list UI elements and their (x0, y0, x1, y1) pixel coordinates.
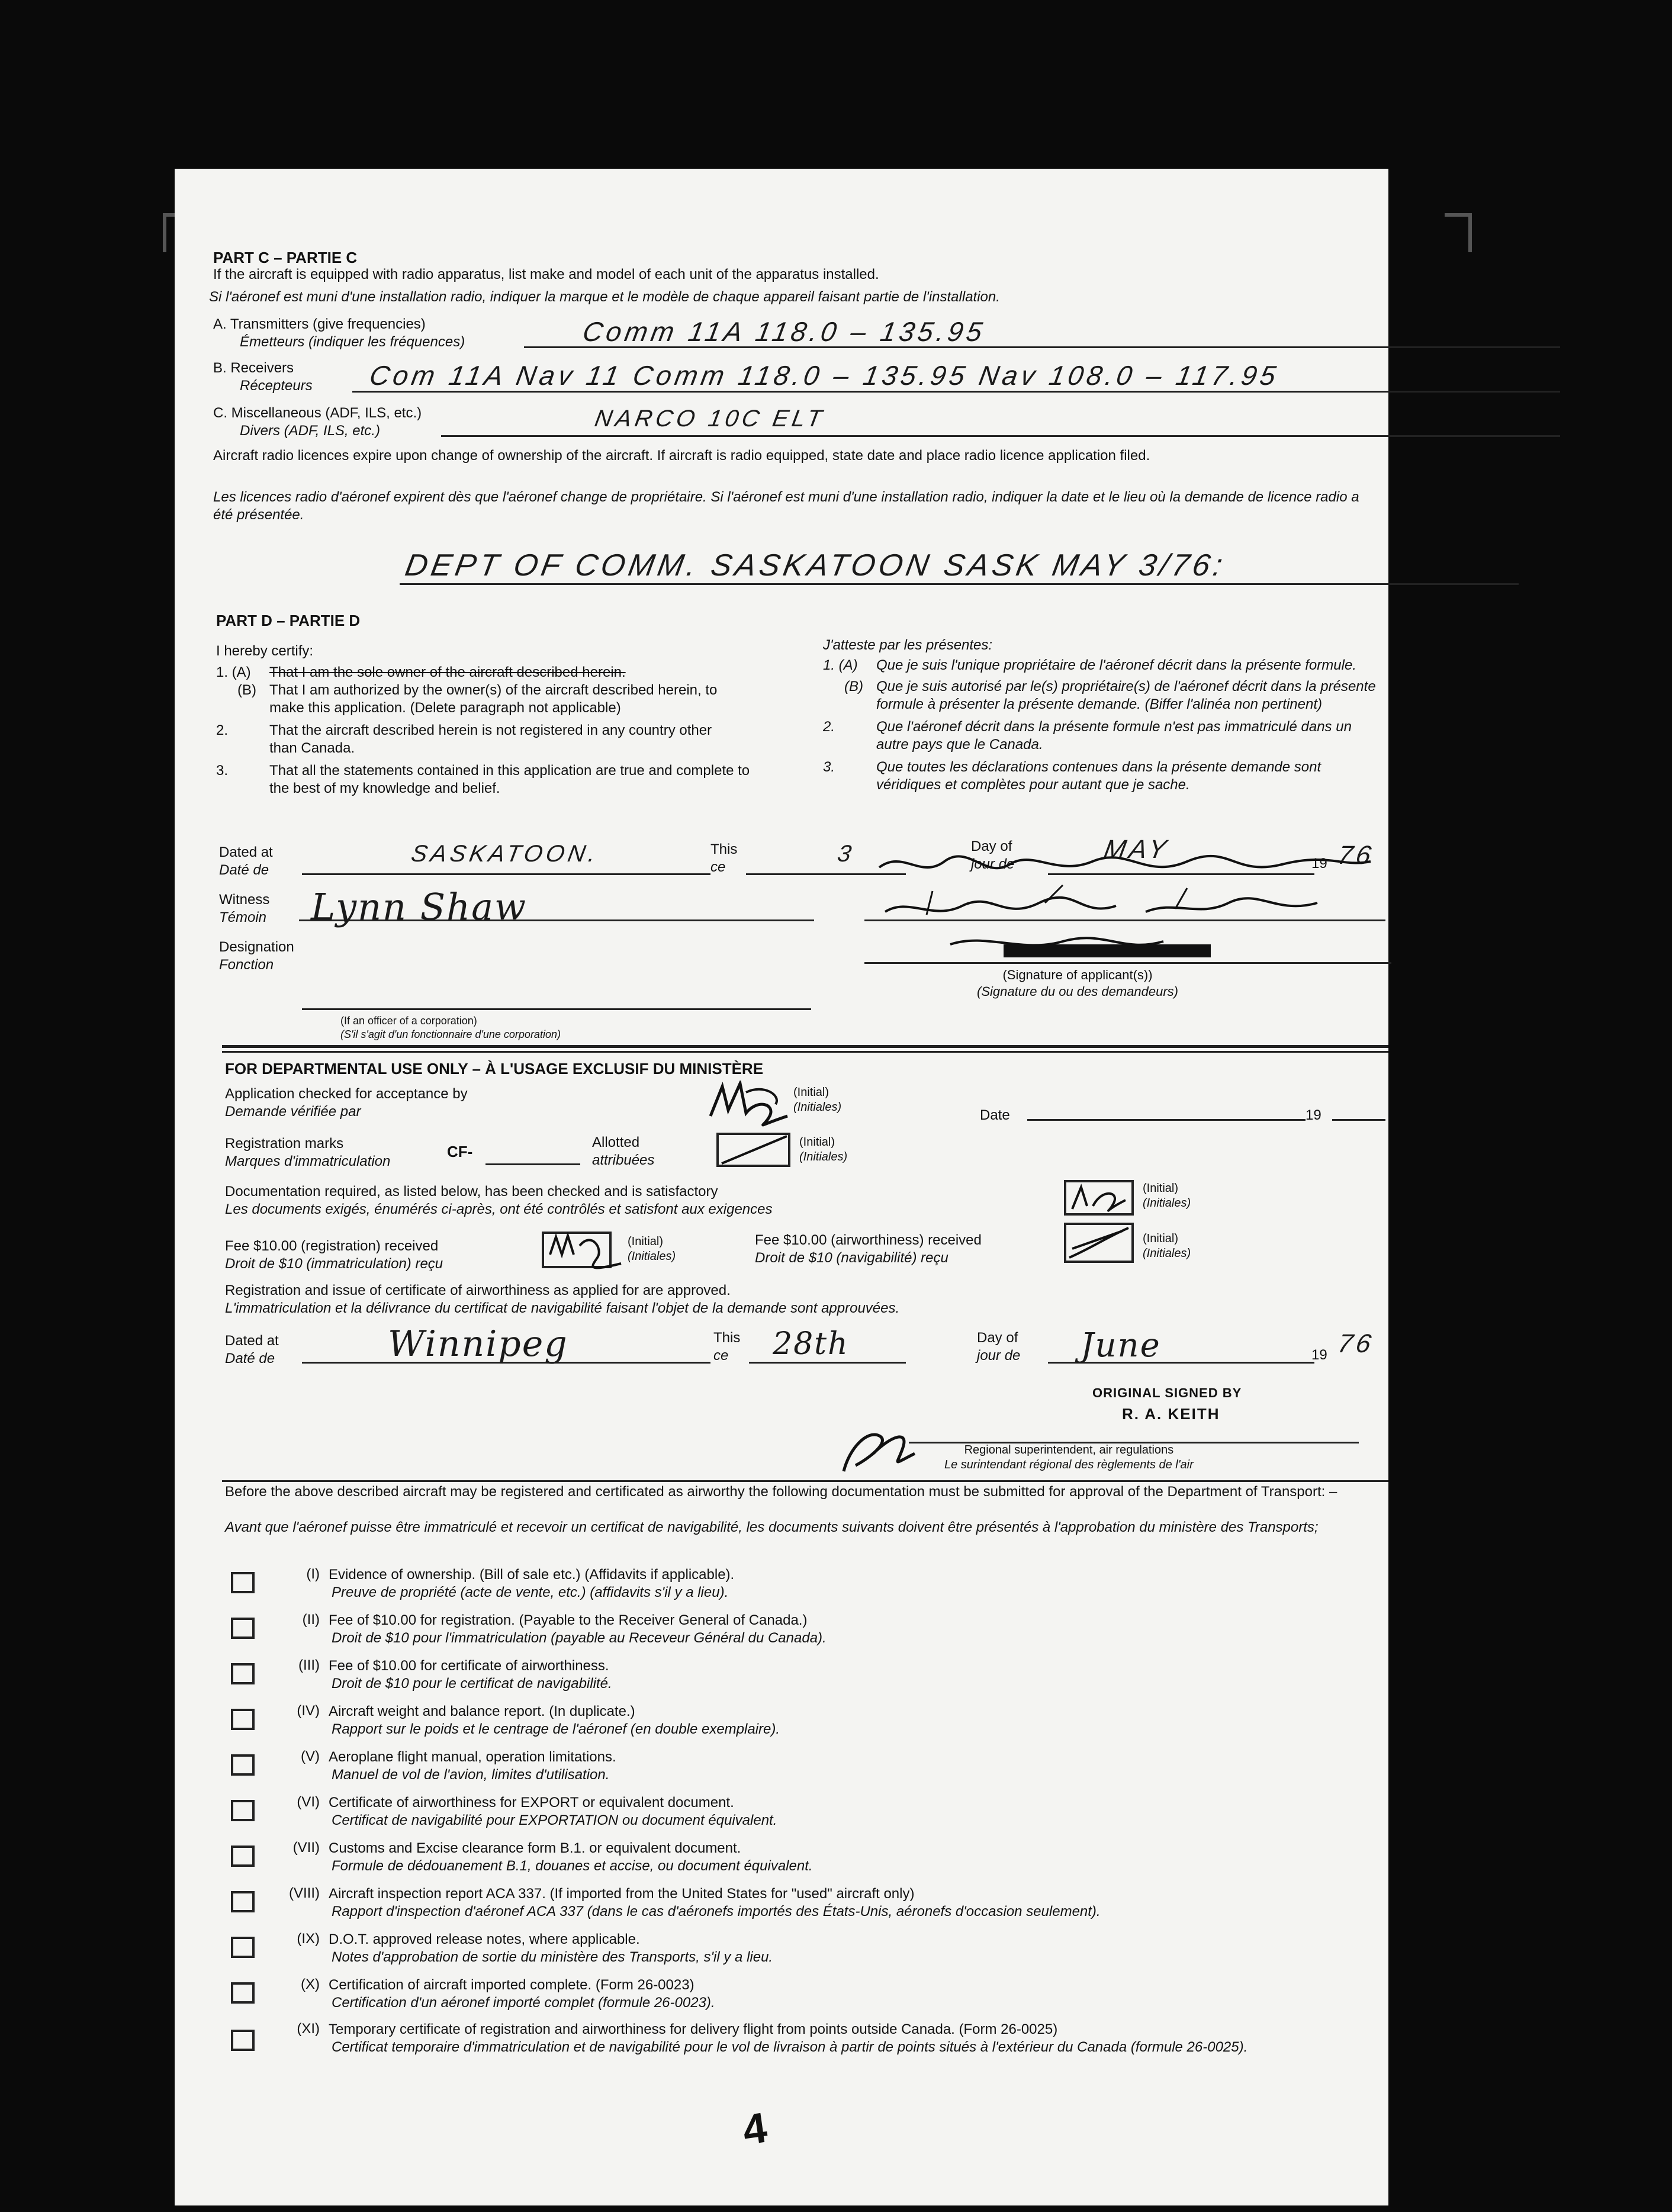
allotted-label-fr: attribuées (592, 1152, 655, 1168)
licence-text-en: Aircraft radio licences expire upon change of ownership of the aircraft. If aircraft is radio equipped, state date and place radio licence application filed. (213, 448, 1150, 464)
clause-3-en (216, 762, 784, 798)
initial-label-en: (Initial) (799, 1136, 835, 1149)
registration-marks-line (485, 1163, 580, 1165)
requirement-text-en: Evidence of ownership. (Bill of sale etc.) (Affidavits if applicable). (329, 1567, 735, 1583)
original-signed-by: ORIGINAL SIGNED BY (1092, 1385, 1242, 1400)
receivers-value: Com 11A Nav 11 Comm 118.0 – 135.95 Nav 108.0 – 117.95 (367, 360, 1282, 391)
requirement-text-en: D.O.T. approved release notes, where applicable. (329, 1931, 640, 1947)
certify-en: I hereby certify: (216, 643, 314, 659)
requirement-number: (VI) (297, 1794, 320, 1810)
clause-number: 1. (A) (823, 657, 858, 673)
fee-airworthiness-label-en: Fee $10.00 (airworthiness) received (755, 1232, 982, 1248)
initial-label-fr: (Initiales) (799, 1150, 848, 1163)
certify-fr: J'atteste par les présentes: (823, 637, 993, 653)
dept-year-prefix: 19 (1306, 1107, 1321, 1123)
designation-label (219, 938, 294, 974)
fee-registration-label (225, 1237, 443, 1273)
misc-label-fr: Divers (ADF, ILS, etc.) (240, 423, 380, 439)
form-sheet (175, 169, 1388, 2205)
dept-heading: FOR DEPARTMENTAL USE ONLY – À L'USAGE EXCLUSIF DU MINISTÈRE (225, 1060, 764, 1078)
clause-text: Que toutes les déclarations contenues dans la présente demande sont véridiques et complètes pour autant que je sache. (876, 759, 1321, 793)
day-of-label-en: Day of (971, 838, 1012, 854)
designation-line (302, 1008, 811, 1010)
dated-at-value: SASKATOON. (409, 841, 602, 867)
initial-label-fr: (Initiales) (1143, 1197, 1191, 1210)
dept-this-line (749, 1362, 906, 1364)
receivers-label-en: B. Receivers (213, 360, 294, 376)
clause-number: (B) (237, 682, 256, 698)
dept-this-label-en: This (713, 1330, 741, 1346)
requirement-text-fr: Certificat temporaire d'immatriculation et de navigabilité pour le vol de livraison à partir de points situés à l'extérieur du Canada (formule 26-0025). (332, 2039, 1248, 2055)
applicant-signature-line (864, 962, 1391, 964)
fee-airworthiness-initial-mark (1066, 1225, 1131, 1261)
checked-initials (705, 1081, 799, 1128)
requirement-text-en: Fee of $10.00 for registration. (Payable to the Receiver General of Canada.) (329, 1612, 808, 1628)
requirement-text-en: Customs and Excise clearance form B.1. or equivalent document. (329, 1840, 741, 1856)
registration-marks-label-en: Registration marks (225, 1136, 344, 1152)
licence-line (400, 583, 1519, 585)
licence-value: DEPT OF COMM. SASKATOON SASK MAY 3/76: (402, 548, 1229, 583)
initial-label-fr: (Initiales) (1143, 1247, 1191, 1260)
dept-date-label: Date (980, 1107, 1010, 1123)
part-d-french-column (823, 636, 1385, 794)
requirement-text-fr: Certificat de navigabilité pour EXPORTATION ou document équivalent. (332, 1812, 777, 1828)
dept-year-line (1332, 1119, 1385, 1121)
allotted-initial-label (799, 1135, 847, 1165)
transmitters-label (213, 316, 465, 351)
requirement-text-en: Aircraft weight and balance report. (In duplicate.) (329, 1703, 635, 1719)
allotted-label-en: Allotted (592, 1134, 640, 1150)
initial-label-fr: (Initiales) (628, 1250, 676, 1263)
requirement-text-fr: Preuve de propriété (acte de vente, etc.) (affidavits s'il y a lieu). (332, 1584, 729, 1600)
allotted-initial-box[interactable] (716, 1133, 790, 1167)
officer-note (340, 1014, 561, 1041)
requirements-intro-fr: Avant que l'aéronef puisse être immatriculé et recevoir un certificat de navigabilité, les documents suivants doivent être présentés à l'approbation du ministère des Transports; (225, 1519, 1319, 1535)
initial-label-en: (Initial) (1143, 1182, 1179, 1195)
misc-label-en: C. Miscellaneous (ADF, ILS, etc.) (213, 405, 422, 421)
witness-label-fr: Témoin (219, 909, 267, 925)
requirement-text-fr: Rapport d'inspection d'aéronef ACA 337 (dans le cas d'aéronefs importés des États-Unis, aéronefs d'occasion seulement). (332, 1904, 1101, 1920)
transmitters-label-en: A. Transmitters (give frequencies) (213, 316, 426, 332)
fee-airworthiness-initial-label (1143, 1232, 1191, 1261)
signature-caption-en: (Signature of applicant(s)) (1002, 967, 1153, 982)
clause-text: That I am authorized by the owner(s) of the aircraft described herein, to make this application. (Delete paragraph not applicable) (269, 682, 718, 716)
requirement-text-fr: Droit de $10 pour l'immatriculation (payable au Receveur Général du Canada). (332, 1630, 827, 1646)
year-prefix: 19 (1311, 856, 1327, 872)
requirement-checkbox[interactable] (231, 1982, 255, 2004)
clause-2-en (216, 722, 784, 757)
requirement-text-fr: Manuel de vol de l'avion, limites d'utilisation. (332, 1767, 610, 1783)
redaction-bar (1004, 944, 1211, 957)
this-label (710, 841, 737, 876)
clause-text: Que l'aéronef décrit dans la présente formule n'est pas immatriculé dans un autre pays que le Canada. (876, 719, 1352, 753)
requirement-text-en: Certification of aircraft imported complete. (Form 26-0023) (329, 1977, 694, 1993)
requirement-number: (II) (302, 1612, 320, 1628)
checked-initial-label (793, 1085, 841, 1115)
requirement-checkbox[interactable] (231, 1937, 255, 1958)
requirement-number: (IX) (297, 1931, 320, 1947)
fee-airworthiness-label (755, 1232, 982, 1267)
witness-signature: Lynn Shaw (311, 885, 528, 928)
signer-name: R. A. KEITH (1122, 1405, 1220, 1423)
initial-label-en: (Initial) (1143, 1232, 1179, 1245)
dept-day-label-fr: jour de (977, 1348, 1021, 1364)
allotted-label (592, 1134, 654, 1169)
this-label-fr: ce (710, 859, 726, 875)
designation-label-fr: Fonction (219, 957, 274, 973)
section-rule (222, 1480, 1388, 1482)
requirement-text-fr: Rapport sur le poids et le centrage de l'aéronef (en double exemplaire). (332, 1721, 780, 1737)
misc-value: NARCO 10C ELT (593, 406, 828, 432)
requirement-checkbox[interactable] (231, 1800, 255, 1821)
part-d-heading: PART D – PARTIE D (216, 612, 361, 629)
requirement-checkbox[interactable] (231, 1891, 255, 1912)
dept-date-line (1027, 1119, 1306, 1121)
requirement-number: (VIII) (289, 1885, 320, 1901)
dated-at-label (219, 844, 273, 879)
checked-label-fr: Demande vérifiée par (225, 1104, 361, 1120)
clause-number: 2. (216, 722, 229, 738)
initial-label-fr: (Initiales) (793, 1101, 842, 1114)
cf-prefix: CF- (447, 1143, 473, 1160)
dept-year-value: 76 (1335, 1329, 1377, 1358)
documentation-text-fr: Les documents exigés, énumérés ci-après, ont été contrôlés et satisfont aux exigences (225, 1201, 773, 1217)
designation-label-en: Designation (219, 939, 294, 955)
initial-label-en: (Initial) (628, 1235, 664, 1248)
clause-number: 2. (823, 719, 835, 735)
dept-dated-value: Winnipeg (388, 1323, 568, 1365)
checked-label (225, 1085, 468, 1121)
requirement-checkbox[interactable] (231, 1846, 255, 1867)
requirement-checkbox[interactable] (231, 1618, 255, 1639)
approved-text-fr: L'immatriculation et la délivrance du certificat de navigabilité faisant l'objet de la demande sont approuvées. (225, 1300, 900, 1316)
requirement-text-fr: Droit de $10 pour le certificat de navigabilité. (332, 1676, 612, 1692)
fee-registration-label-en: Fee $10.00 (registration) received (225, 1238, 439, 1254)
clause-1a-en (216, 664, 784, 681)
clause-2-fr (823, 718, 1385, 754)
clause-number: 3. (216, 763, 229, 779)
dept-dated-label-en: Dated at (225, 1333, 279, 1349)
registration-marks-label (225, 1135, 390, 1171)
crop-mark (1445, 213, 1472, 252)
part-d-english-column (216, 642, 784, 798)
dept-this-label-fr: ce (713, 1348, 729, 1364)
dated-at-label-fr: Daté de (219, 862, 269, 878)
fee-registration-initial-label (628, 1234, 676, 1264)
requirement-text-en: Fee of $10.00 for certificate of airworthiness. (329, 1658, 609, 1674)
licence-text-fr: Les licences radio d'aéronef expirent dès que l'aéronef change de propriétaire. Si l'aéronef est muni d'une installation radio, indiquer la date et le lieu où la demande de licence radio a été présentée. (213, 489, 1359, 523)
dated-at-label-en: Dated at (219, 844, 273, 860)
this-label-en: This (710, 841, 738, 857)
part-c-heading: PART C – PARTIE C (213, 249, 358, 266)
fee-registration-initial-box[interactable] (542, 1232, 612, 1268)
fee-airworthiness-label-fr: Droit de $10 (navigabilité) reçu (755, 1250, 948, 1266)
misc-label (213, 404, 422, 440)
requirement-text-fr: Formule de dédouanement B.1, douanes et accise, ou document équivalent. (332, 1858, 813, 1874)
approved-text (225, 1282, 1350, 1317)
requirement-text-en: Certificate of airworthiness for EXPORT or equivalent document. (329, 1795, 734, 1811)
transmitters-label-fr: Émetteurs (indiquer les fréquences) (240, 334, 465, 350)
superintendent-caption (944, 1443, 1194, 1472)
requirement-checkbox[interactable] (231, 1663, 255, 1684)
requirement-text-fr: Certification d'un aéronef importé complet (formule 26-0023). (332, 1995, 715, 2011)
documentation-initial-box[interactable] (1064, 1180, 1134, 1216)
allotted-initial-mark (719, 1135, 788, 1165)
documentation-text-en: Documentation required, as listed below, has been checked and is satisfactory (225, 1184, 718, 1200)
clause-3-fr (823, 758, 1385, 794)
clause-text: That the aircraft described herein is not registered in any country other than Canada. (269, 722, 712, 756)
requirement-checkbox[interactable] (231, 2030, 255, 2051)
clause-text: That I am the sole owner of the aircraft described herein. (269, 664, 626, 680)
clause-number: (B) (844, 679, 863, 695)
signature-caption-fr: (Signature du ou des demandeurs) (977, 983, 1178, 999)
requirement-checkbox[interactable] (231, 1572, 255, 1593)
fee-airworthiness-initial-box[interactable] (1064, 1223, 1134, 1263)
officer-note-fr: (S'il s'agit d'un fonctionnaire d'une corporation) (340, 1028, 561, 1040)
requirement-text-en: Temporary certificate of registration and airworthiness for delivery flight from points outside Canada. (Form 26-0025) (329, 2021, 1058, 2037)
requirement-number: (I) (306, 1566, 320, 1582)
fee-registration-label-fr: Droit de $10 (immatriculation) reçu (225, 1256, 443, 1272)
misc-line (441, 435, 1560, 437)
requirement-number: (VII) (292, 1840, 320, 1856)
witness-label-en: Witness (219, 892, 270, 908)
requirement-number: (V) (301, 1748, 320, 1764)
witness-label (219, 891, 269, 927)
dept-day-label-en: Day of (977, 1330, 1018, 1346)
dept-year-prefix-2: 19 (1311, 1347, 1327, 1363)
this-value: 3 (835, 841, 857, 867)
dept-dated-label (225, 1332, 279, 1368)
documentation-text (225, 1183, 773, 1218)
receivers-label-fr: Récepteurs (240, 378, 313, 394)
fee-registration-initial-mark (544, 1231, 627, 1278)
initial-label-en: (Initial) (793, 1086, 829, 1099)
approved-text-en: Registration and issue of certificate of airworthiness as applied for are approved. (225, 1282, 731, 1298)
transmitters-value: Comm 11A 118.0 – 135.95 (580, 316, 988, 347)
registration-marks-label-fr: Marques d'immatriculation (225, 1153, 391, 1169)
clause-number: 1. (A) (216, 664, 251, 680)
superintendent-initials (832, 1418, 921, 1477)
requirement-checkbox[interactable] (231, 1754, 255, 1776)
requirement-text-fr: Notes d'approbation de sortie du ministère des Transports, s'il y a lieu. (332, 1949, 773, 1965)
dept-day-value: June (1081, 1326, 1161, 1365)
requirement-text-en: Aeroplane flight manual, operation limitations. (329, 1749, 616, 1765)
dept-dated-label-fr: Daté de (225, 1351, 275, 1367)
requirement-number: (III) (298, 1657, 320, 1673)
clause-1b-fr (823, 678, 1385, 713)
section-rule (222, 1045, 1388, 1048)
officer-note-en: (If an officer of a corporation) (340, 1015, 477, 1027)
part-c-intro-fr: Si l'aéronef est muni d'une installation radio, indiquer la marque et le modèle de chaque appareil faisant partie de l'installation. (209, 289, 1000, 305)
superintendent-caption-fr: Le surintendant régional des règlements de l'air (944, 1458, 1194, 1471)
part-c-intro-en: If the aircraft is equipped with radio apparatus, list make and model of each unit of the apparatus installed. (213, 266, 879, 282)
year-value: 76 (1335, 841, 1377, 870)
clause-text: Que je suis autorisé par le(s) propriétaire(s) de l'aéronef décrit dans la présente formule à présenter la présente demande. (Biffer l'alinéa non pertinent) (876, 679, 1376, 712)
day-of-label-fr: jour de (971, 856, 1015, 872)
dept-this-label (713, 1329, 740, 1365)
dept-this-value: 28th (773, 1326, 849, 1362)
signature-caption (977, 967, 1178, 999)
requirement-number: (X) (301, 1976, 320, 1992)
clause-1a-fr (823, 657, 1385, 674)
requirement-number: (IV) (297, 1703, 320, 1719)
requirements-intro-en: Before the above described aircraft may be registered and certificated as airworthy the following documentation must be submitted for approval of the Department of Transport: – (225, 1484, 1337, 1500)
documentation-initial-label (1143, 1181, 1191, 1211)
clause-text: Que je suis l'unique propriétaire de l'aéronef décrit dans la présente formule. (876, 657, 1356, 673)
applicant-line-upper (864, 919, 1385, 921)
checked-label-en: Application checked for acceptance by (225, 1086, 468, 1102)
dept-day-label (977, 1329, 1020, 1365)
clause-text: That all the statements contained in this application are true and complete to the best of my knowledge and belief. (269, 763, 750, 796)
receivers-label (213, 359, 313, 395)
requirement-text-en: Aircraft inspection report ACA 337. (If imported from the United States for "used" aircraft only) (329, 1886, 915, 1902)
requirement-number: (XI) (297, 2021, 320, 2037)
clause-1b-en (216, 681, 784, 717)
day-of-value: MAY (1101, 835, 1172, 864)
superintendent-caption-en: Regional superintendent, air regulations (964, 1443, 1174, 1457)
clause-number: 3. (823, 759, 835, 775)
requirement-checkbox[interactable] (231, 1709, 255, 1730)
documentation-initial-mark (1066, 1182, 1131, 1213)
dated-at-line (302, 873, 710, 875)
section-rule (222, 1051, 1388, 1053)
page-number: 4 (739, 2104, 770, 2155)
